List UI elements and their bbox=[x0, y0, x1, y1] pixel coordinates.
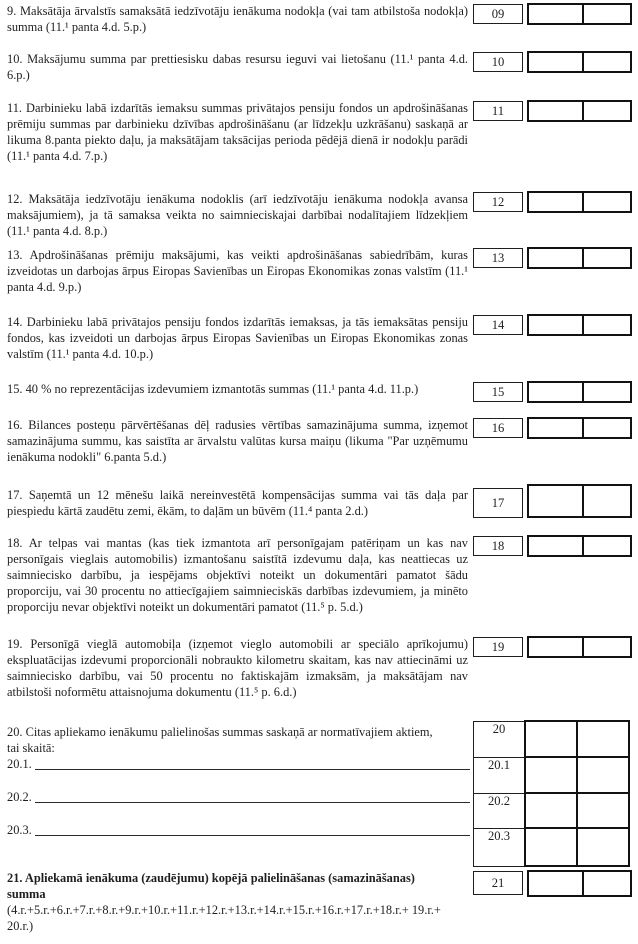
item-11-value-cell-1[interactable] bbox=[529, 102, 584, 120]
item-16-value-box bbox=[527, 417, 632, 439]
item-18-text: 18. Ar telpas vai mantas (kas tiek izmantota arī personīgajam patēriņam un kas nav personīgais vieglais automobilis) izmantošanu saistītā izdevumu daļa, kas neattiecas uz saimniecisko darbību, ja iespējams objektīvi noteikt un dokumentāri pamatot šādu proporciju, vai 30 procentu no attiecīgajiem saimnieciskās darbības izdevumiem, ja minēto proporciju nevar objektīvi noteikt un dokumentāri pamatot (11.⁵ p. 5.d.) bbox=[7, 536, 468, 614]
item-21-value-cell-1[interactable] bbox=[529, 872, 584, 895]
item-16-value-cell-1[interactable] bbox=[529, 419, 584, 437]
item-15-value-box bbox=[527, 381, 632, 403]
item-11-value-box bbox=[527, 100, 632, 122]
item-20-value-cell-2[interactable] bbox=[577, 721, 629, 757]
item-10-text: 10. Maksājumu summa par prettiesisku dabas resursu ieguvi vai lietošanu (11.¹ panta 4.d. 6.p.) bbox=[7, 52, 468, 82]
item-17-value-box bbox=[527, 484, 632, 518]
table-row bbox=[474, 793, 630, 828]
item-17-value-cell-1[interactable] bbox=[529, 486, 584, 516]
item-10-value-box bbox=[527, 51, 632, 73]
item-21-formula: (4.r.+5.r.+6.r.+7.r.+8.r.+9.r.+10.r.+11.r.+12.r.+13.r.+14.r.+15.r.+16.r.+17.r.+18.r.+ 19.r.+ 20.r.) bbox=[7, 903, 441, 933]
item-13-value-cell-1[interactable] bbox=[529, 249, 584, 267]
item-12-value-cell-2[interactable] bbox=[584, 193, 630, 211]
item-20-code-box: 20 bbox=[474, 721, 526, 757]
item-20-2-row bbox=[7, 788, 470, 805]
item-11-text: 11. Darbinieku labā izdarītās iemaksu summas privātajos pensiju fondos un apdrošināšanas prēmiju summas par darbinieku dzīvības apdrošināšanu (ar līdzekļu uzkrāšanu) saskaņā ar likuma 8.panta piekto daļu, ja maksātājam taksācijas perioda pēdējā dienā ir nodokļu parādi (11.¹ panta 4.d. 7.p.) bbox=[7, 101, 468, 163]
item-11-value-cell-2[interactable] bbox=[584, 102, 630, 120]
item-20-2-label: 20.2. bbox=[7, 790, 32, 804]
item-15-text: 15. 40 % no reprezentācijas izdevumiem izmantotās summas (11.¹ panta 4.d. 11.p.) bbox=[7, 382, 419, 396]
item-20-3-label: 20.3. bbox=[7, 823, 32, 837]
item-20-3-value-cell-1[interactable] bbox=[525, 828, 577, 866]
item-17-text: 17. Saņemtā un 12 mēnešu laikā nereinvestētā kompensācijas summa vai tās daļa par piespiedu kārtā zaudētu zemi, ēkām, to daļām un būvēm (11.⁴ panta 2.d.) bbox=[7, 488, 468, 518]
item-21-value-box bbox=[527, 870, 632, 897]
item-14-value-cell-2[interactable] bbox=[584, 316, 630, 334]
item-13-value-box bbox=[527, 247, 632, 269]
item-16-value-cell-2[interactable] bbox=[584, 419, 630, 437]
item-15-code-box: 15 bbox=[473, 382, 523, 402]
table-row bbox=[474, 757, 630, 793]
item-20-2-code-box: 20.2 bbox=[474, 793, 526, 828]
item-9-value-cell-2[interactable] bbox=[584, 5, 630, 23]
item-20-3-row bbox=[7, 821, 470, 838]
item-20-2-value-cell-2[interactable] bbox=[577, 793, 629, 828]
table-row bbox=[474, 828, 630, 866]
item-16-text: 16. Bilances posteņu pārvērtēšanas dēļ radusies vērtības samazinājuma summa, izņemot samazinājuma summu, kas saistīta ar ārvalstu valūtas kursa maiņu (likuma "Par uzņēmumu ienākuma nodokli" 6.panta 5.d.) bbox=[7, 418, 468, 464]
item-12-text: 12. Maksātāja iedzīvotāju ienākuma nodoklis (arī iedzīvotāju ienākuma nodokļa avansa maksājumiem), ja tā samaksa veikta no saimnieciskajai darbībai nodalītajiem līdzekļiem (11.¹ panta 4.d. 8.p.) bbox=[7, 192, 468, 238]
item-20-3-value-cell-2[interactable] bbox=[577, 828, 629, 866]
item-10-value-cell-2[interactable] bbox=[584, 53, 630, 71]
item-19-value-cell-1[interactable] bbox=[529, 638, 584, 656]
item-20-text: 20. Citas apliekamo ienākumu palielinošas summas saskaņā ar normatīvajiem aktiem, tai skaitā: bbox=[7, 725, 433, 755]
item-21-value-cell-2[interactable] bbox=[584, 872, 630, 895]
item-17-code-box: 17 bbox=[473, 488, 523, 518]
item-13-text: 13. Apdrošināšanas prēmiju maksājumi, kas veikti apdrošināšanas sabiedrībām, kuras izveidotas un darbojas ārpus Eiropas Savienības un Eiropas Ekonomikas zonas valstīm (11.¹ panta 4.d. 9.p.) bbox=[7, 248, 468, 294]
item-13-code-box: 13 bbox=[473, 248, 523, 268]
item-19-value-cell-2[interactable] bbox=[584, 638, 630, 656]
item-20-3-code-box: 20.3 bbox=[474, 828, 526, 866]
item-19-text: 19. Personīgā vieglā automobiļa (izņemot vieglo automobili ar speciālo aprīkojumu) ekspluatācijas izdevumi proporcionāli nobraukto kilometru skaitam, kas nav attiecināmi uz saimniecisko darbību, vai 50 procentu no faktiskajām izmaksām, ja maksātājam nav atbilstoši noformētu attaisnojuma dokumentu (11.⁵ p. 6.d.) bbox=[7, 637, 468, 699]
item-15-value-cell-1[interactable] bbox=[529, 383, 584, 401]
item-19-value-box bbox=[527, 636, 632, 658]
table-row bbox=[474, 721, 630, 757]
item-10-value-cell-1[interactable] bbox=[529, 53, 584, 71]
item-9-value-box bbox=[527, 3, 632, 25]
item-12-code-box: 12 bbox=[473, 192, 523, 212]
item-11-code-box: 11 bbox=[473, 101, 523, 121]
item-20-value-cell-1[interactable] bbox=[525, 721, 577, 757]
item-17-value-cell-2[interactable] bbox=[584, 486, 630, 516]
item-12-value-cell-1[interactable] bbox=[529, 193, 584, 211]
item-9-code-box: 09 bbox=[473, 4, 523, 24]
item-20-1-row bbox=[7, 755, 470, 772]
item-20-1-blank-line[interactable] bbox=[35, 755, 470, 770]
item-10-code-box: 10 bbox=[473, 52, 523, 72]
item-14-value-box bbox=[527, 314, 632, 336]
item-18-code-box: 18 bbox=[473, 536, 523, 556]
item-20-1-code-box: 20.1 bbox=[474, 757, 526, 793]
item-9-text: 9. Maksātāja ārvalstīs samaksātā iedzīvotāju ienākuma nodokļa (vai tam atbilstoša nodokļa) summa (11.¹ panta 4.d. 5.p.) bbox=[7, 4, 468, 34]
item-20-table bbox=[473, 720, 630, 867]
item-20-1-value-cell-2[interactable] bbox=[577, 757, 629, 793]
item-20-2-blank-line[interactable] bbox=[35, 788, 470, 803]
item-14-code-box: 14 bbox=[473, 315, 523, 335]
item-21-text-block bbox=[7, 870, 463, 934]
item-9-value-cell-1[interactable] bbox=[529, 5, 584, 23]
item-15-value-cell-2[interactable] bbox=[584, 383, 630, 401]
item-13-value-cell-2[interactable] bbox=[584, 249, 630, 267]
item-14-text: 14. Darbinieku labā privātajos pensiju fondos izdarītās iemaksas, ja tās iemaksātas pensiju fondos, kas izveidoti un darbojas ārpus Eiropas Savienības un Eiropas Ekonomikas zonas valstīm (11.¹ panta 4.d. 10.p.) bbox=[7, 315, 468, 361]
item-19-code-box: 19 bbox=[473, 637, 523, 657]
item-16-code-box: 16 bbox=[473, 418, 523, 438]
item-18-value-cell-2[interactable] bbox=[584, 537, 630, 555]
item-21-title: 21. Apliekamā ienākuma (zaudējumu) kopējā palielināšanas (samazināšanas) summa bbox=[7, 871, 415, 901]
item-21-code-box: 21 bbox=[473, 871, 523, 895]
item-20-3-blank-line[interactable] bbox=[35, 821, 470, 836]
item-20-1-label: 20.1. bbox=[7, 757, 32, 771]
item-14-value-cell-1[interactable] bbox=[529, 316, 584, 334]
item-20-1-value-cell-1[interactable] bbox=[525, 757, 577, 793]
item-18-value-box bbox=[527, 535, 632, 557]
item-12-value-box bbox=[527, 191, 632, 213]
item-20-2-value-cell-1[interactable] bbox=[525, 793, 577, 828]
item-18-value-cell-1[interactable] bbox=[529, 537, 584, 555]
